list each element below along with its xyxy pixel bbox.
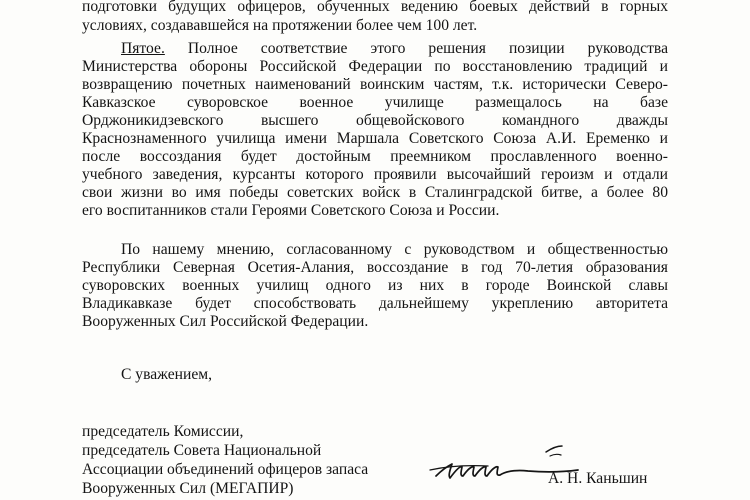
text-line: после воссоздания будет достойным преемником прославленного военно- <box>82 148 668 165</box>
text-line: его воспитанников стали Героями Советского Союза и России. <box>82 202 500 219</box>
signatory-line: председатель Совета Национальной <box>82 442 322 459</box>
signatory-line: Ассоциации объединений офицеров запаса <box>82 461 369 478</box>
text-line: Краснознаменного училища имени Маршала Советского Союза А.И. Еременко и <box>82 130 668 147</box>
closing-salutation: С уважением, <box>121 366 213 383</box>
text-line: Республики Северная Осетия-Алания, воссоздание в год 70-летия образования <box>82 259 668 276</box>
text-line: свои жизни во имя победы советских войск в Сталинградской битве, а более 80 <box>82 184 668 201</box>
fifth-paragraph-first-line <box>121 39 668 58</box>
signatory-line: Вооруженных Сил (МЕГАПИР) <box>82 480 294 497</box>
text-line: возвращению почетных наименований воинским частям, т.к. исторически Северо- <box>82 76 668 93</box>
text-line: Вооруженных Сил Российской Федерации. <box>82 313 369 330</box>
text-line: Министерства обороны Российской Федерации по восстановлению традиций и <box>82 58 668 75</box>
text-line: условиях, создававшейся на протяжении более чем 100 лет. <box>82 17 478 34</box>
text-line: Орджоникидзевского высшего общевойскового командного дважды <box>82 112 668 129</box>
text-line: учебного заведения, курсанты которого проявили высочайший героизм и отдали <box>82 166 668 183</box>
signatory-name: А. Н. Каньшин <box>548 470 648 487</box>
text-line: Владикавказе будет способствовать дальнейшему укреплению авторитета <box>82 295 668 312</box>
text-line: Кавказское суворовское военное училище размещалось на базе <box>82 94 668 111</box>
text-line: подготовки будущих офицеров, обученных ведению боевых действий в горных <box>82 0 668 15</box>
text-fragment: Полное соответствие этого решения позиции руководства <box>164 40 668 57</box>
text-line: суворовских военных училищ одного из них в городе Воинской славы <box>82 277 668 294</box>
text-line: По нашему мнению, согласованному с руководством и общественностью <box>121 241 668 258</box>
signatory-line: председатель Комиссии, <box>82 423 244 440</box>
fifth-label: Пятое. <box>121 40 165 57</box>
